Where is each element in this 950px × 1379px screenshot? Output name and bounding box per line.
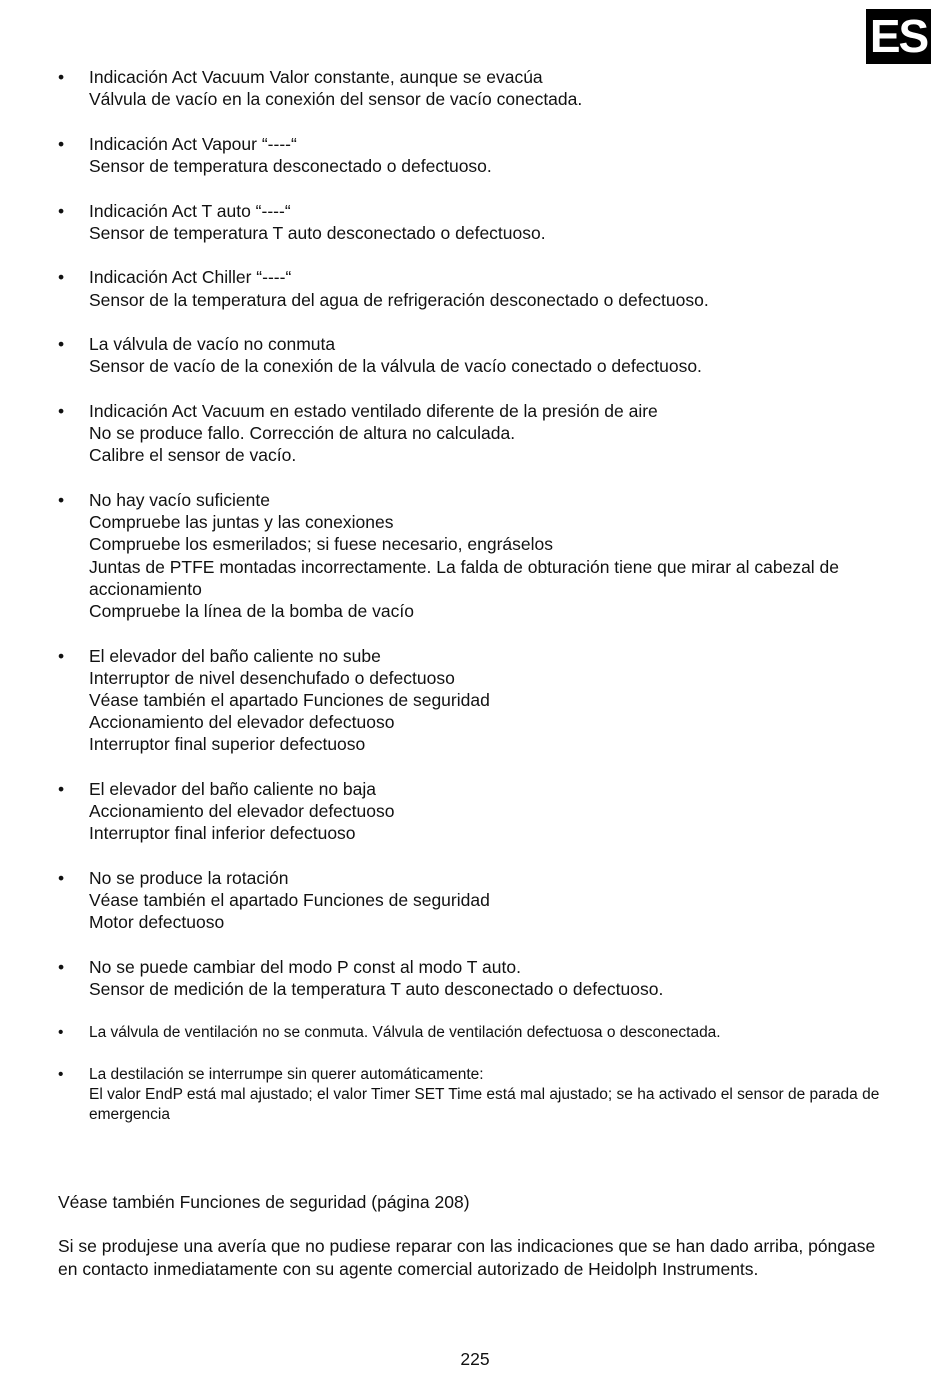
item-line: Véase también el apartado Funciones de seguridad [89, 890, 490, 911]
item-line: Compruebe los esmerilados; si fuese necesario, engráselos [89, 534, 553, 555]
bullet-icon: • [58, 67, 65, 87]
list-item [58, 489, 898, 622]
bullet-icon: • [58, 400, 65, 421]
list-item [58, 778, 898, 845]
item-line: Sensor de la temperatura del agua de refrigeración desconectado o defectuoso. [89, 289, 709, 310]
bullet-icon: • [58, 1023, 64, 1041]
item-line: El valor EndP está mal ajustado; el valor Timer SET Time está mal ajustado; se ha activado el sensor de parada de emergencia [89, 1085, 880, 1123]
list-item [58, 956, 898, 1000]
item-line: Sensor de vacío de la conexión de la válvula de vacío conectado o defectuoso. [89, 356, 702, 377]
item-line: Sensor de temperatura desconectado o defectuoso. [89, 156, 492, 176]
item-line: Indicación Act Vapour “----“ [89, 133, 297, 154]
closing-section [58, 1191, 898, 1302]
bullet-icon: • [58, 489, 65, 510]
item-line: La válvula de ventilación no se conmuta. Válvula de ventilación defectuosa o desconectada. [89, 1023, 721, 1041]
bullet-icon: • [58, 1065, 64, 1083]
item-line: Indicación Act T auto “----“ [89, 200, 291, 221]
bullet-icon: • [58, 334, 65, 355]
language-tab: ES [866, 9, 931, 64]
item-line: Compruebe la línea de la bomba de vacío [89, 601, 414, 621]
item-line: Véase también el apartado Funciones de seguridad [89, 690, 490, 710]
item-line: No se produce fallo. Corrección de altura no calculada. [89, 423, 516, 444]
item-line: Indicación Act Vacuum en estado ventilado diferente de la presión de aire [89, 400, 658, 421]
bullet-icon: • [58, 645, 65, 666]
item-line: Interruptor final inferior defectuoso [89, 823, 356, 844]
item-line: Válvula de vacío en la conexión del sensor de vacío conectada. [89, 89, 583, 110]
bullet-icon: • [58, 868, 65, 888]
troubleshooting-list [58, 66, 898, 1147]
item-line: Sensor de temperatura T auto desconectado o defectuoso. [89, 222, 546, 243]
item-line: No se produce la rotación [89, 868, 289, 888]
list-item [58, 1065, 898, 1125]
item-line: No hay vacío suficiente [89, 489, 270, 510]
list-item [58, 333, 898, 377]
see-also-text: Véase también Funciones de seguridad (página 208) [58, 1192, 470, 1212]
item-line: Indicación Act Chiller “----“ [89, 267, 292, 288]
list-item [58, 133, 898, 177]
bullet-icon: • [58, 267, 65, 288]
item-line: La destilación se interrumpe sin querer automáticamente: [89, 1065, 484, 1083]
list-item [58, 66, 898, 110]
item-line: Compruebe las juntas y las conexiones [89, 512, 394, 533]
page-number: 225 [460, 1349, 490, 1369]
item-line: Sensor de medición de la temperatura T auto desconectado o defectuoso. [89, 979, 664, 1000]
item-line: Motor defectuoso [89, 912, 225, 933]
list-item [58, 1023, 898, 1043]
item-line: Calibre el sensor de vacío. [89, 445, 297, 466]
item-line: Interruptor de nivel desenchufado o defectuoso [89, 667, 455, 688]
item-line: La válvula de vacío no conmuta [89, 334, 336, 355]
item-line: No se puede cambiar del modo P const al modo T auto. [89, 957, 521, 977]
item-line: Interruptor final superior defectuoso [89, 734, 366, 755]
item-line: Accionamiento del elevador defectuoso [89, 801, 395, 822]
list-item [58, 867, 898, 934]
item-line: El elevador del baño caliente no baja [89, 779, 377, 799]
list-item [58, 200, 898, 244]
list-item [58, 645, 898, 756]
bullet-icon: • [58, 779, 65, 799]
item-line: Juntas de PTFE montadas incorrectamente. La falda de obturación tiene que mirar al cabezal de accionamiento [89, 556, 840, 599]
item-line: Indicación Act Vacuum Valor constante, aunque se evacúa [89, 67, 543, 87]
bullet-icon: • [58, 200, 65, 221]
list-item [58, 400, 898, 467]
item-line: Accionamiento del elevador defectuoso [89, 712, 395, 733]
bullet-icon: • [58, 957, 65, 977]
item-line: El elevador del baño caliente no sube [89, 645, 381, 666]
closing-paragraph: Si se produjese una avería que no pudiese reparar con las indicaciones que se han dado arriba, póngase en contacto inmediatamente con su agente comercial autorizado de Heidolph Instruments. [58, 1236, 876, 1279]
bullet-icon: • [58, 133, 65, 154]
list-item [58, 266, 898, 310]
